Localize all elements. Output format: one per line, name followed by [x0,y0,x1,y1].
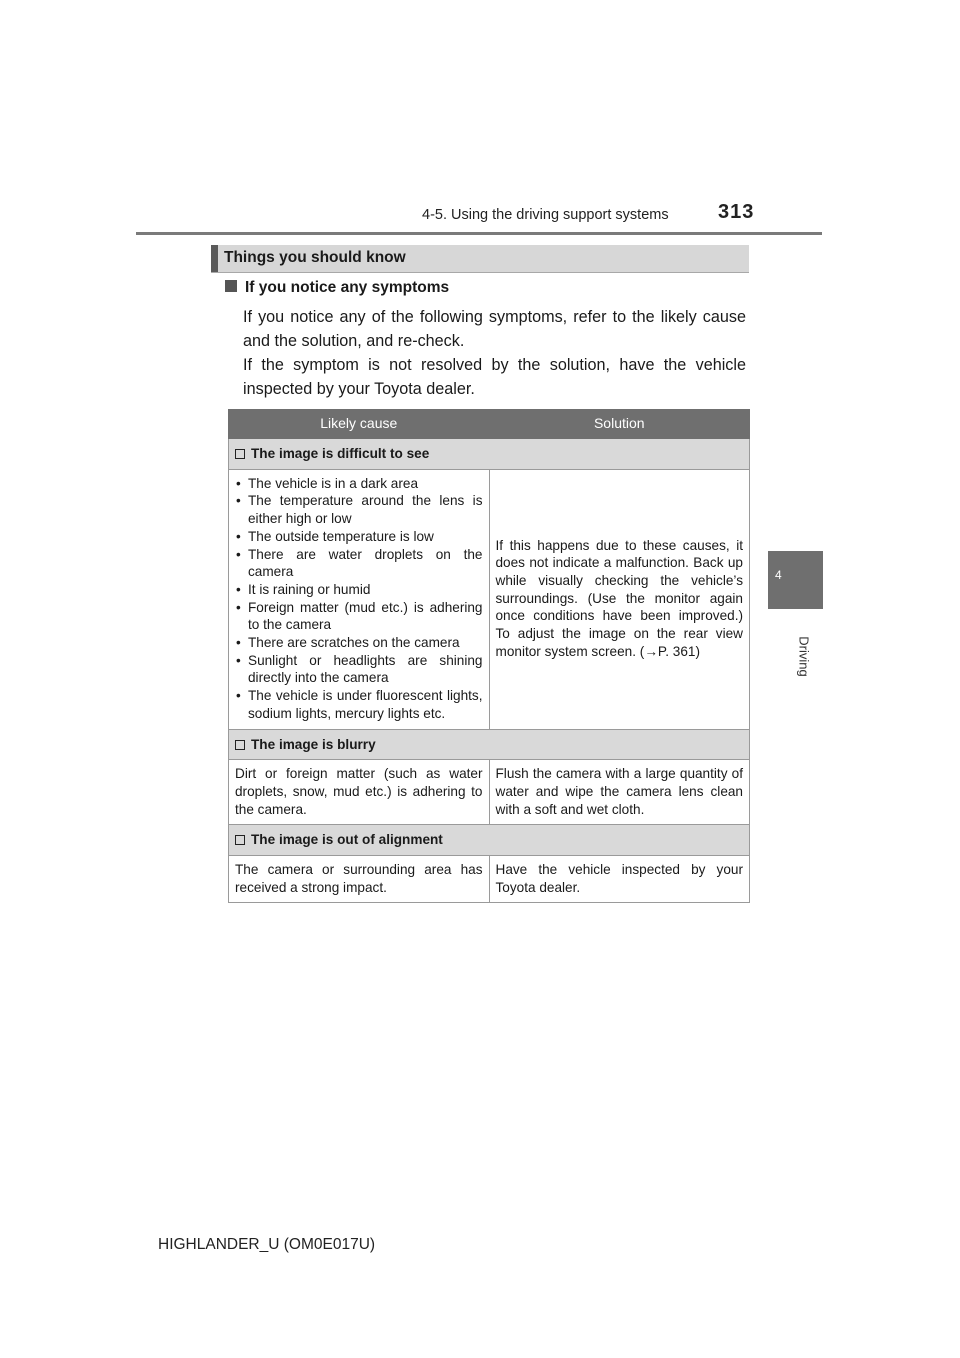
checkbox-icon [235,740,245,750]
square-bullet-icon [225,280,237,292]
chapter-tab [768,551,823,609]
solution-cell: If this happens due to these causes, it does not indicate a malfunction. Back up while visually checking the vehicle’s surroundings. (Use the monitor again once conditions have been improved.) To adjust the image on the rear view monitor system screen. (→P. 361) [489,469,750,729]
chapter-number: 4 [775,568,782,582]
know-box-title: Things you should know [224,249,406,266]
category-title: The image is out of alignment [251,832,443,848]
cause-cell: The camera or surrounding area has received a strong impact. [229,856,490,903]
list-item: • Sunlight or headlights are shining directly into the camera [235,652,483,687]
list-item: • The vehicle is under fluorescent lights, sodium lights, mercury lights etc. [235,687,483,722]
chapter-label-tab [768,609,823,689]
things-you-should-know-box [211,245,749,273]
category-cell [229,729,750,760]
cause-list [235,475,483,723]
solution-cell: Have the vehicle inspected by your Toyota dealer. [489,856,750,903]
category-row [229,825,750,856]
symptoms-paragraph-2: If the symptom is not resolved by the solution, have the vehicle inspected by your Toyota dealer. [243,356,746,398]
causes-solutions-table [228,409,750,903]
list-item: • The vehicle is in a dark area [235,475,483,493]
category-row [229,439,750,470]
column-header-solution: Solution [489,410,750,439]
chapter-label: Driving [796,636,812,677]
checkbox-icon [235,449,245,459]
cause-cell [229,469,490,729]
page-number: 313 [718,201,755,223]
symptoms-heading-text: If you notice any symptoms [245,279,450,296]
category-title: The image is difficult to see [251,446,430,461]
cause-cell: Dirt or foreign matter (such as water droplets, snow, mud etc.) is adhering to the camera. [229,760,490,825]
column-header-cause: Likely cause [229,410,490,439]
know-box-bar [211,245,218,272]
list-item: • There are water droplets on the camera [235,546,483,581]
checkbox-icon [235,835,245,845]
header-rule [136,232,822,235]
table-row [229,856,750,903]
category-row [229,729,750,760]
list-item: • It is raining or humid [235,581,483,599]
category-cell [229,439,750,470]
symptoms-heading [225,279,449,297]
solution-cell: Flush the camera with a large quantity of water and wipe the camera lens clean with a soft and wet cloth. [489,760,750,825]
table-row [229,760,750,825]
category-title: The image is blurry [251,736,376,752]
table-header-row [229,410,750,439]
list-item: • There are scratches on the camera [235,634,483,652]
list-item: • The temperature around the lens is either high or low [235,492,483,527]
table-row [229,469,750,729]
symptoms-paragraph-1: If you notice any of the following symptoms, refer to the likely cause and the solution, and re-check. [243,308,746,350]
list-item: • The outside temperature is low [235,528,483,546]
list-item: • Foreign matter (mud etc.) is adhering to the camera [235,599,483,634]
category-cell [229,825,750,856]
section-title: 4-5. Using the driving support systems [422,207,669,223]
document-code: HIGHLANDER_U (OM0E017U) [158,1236,376,1253]
